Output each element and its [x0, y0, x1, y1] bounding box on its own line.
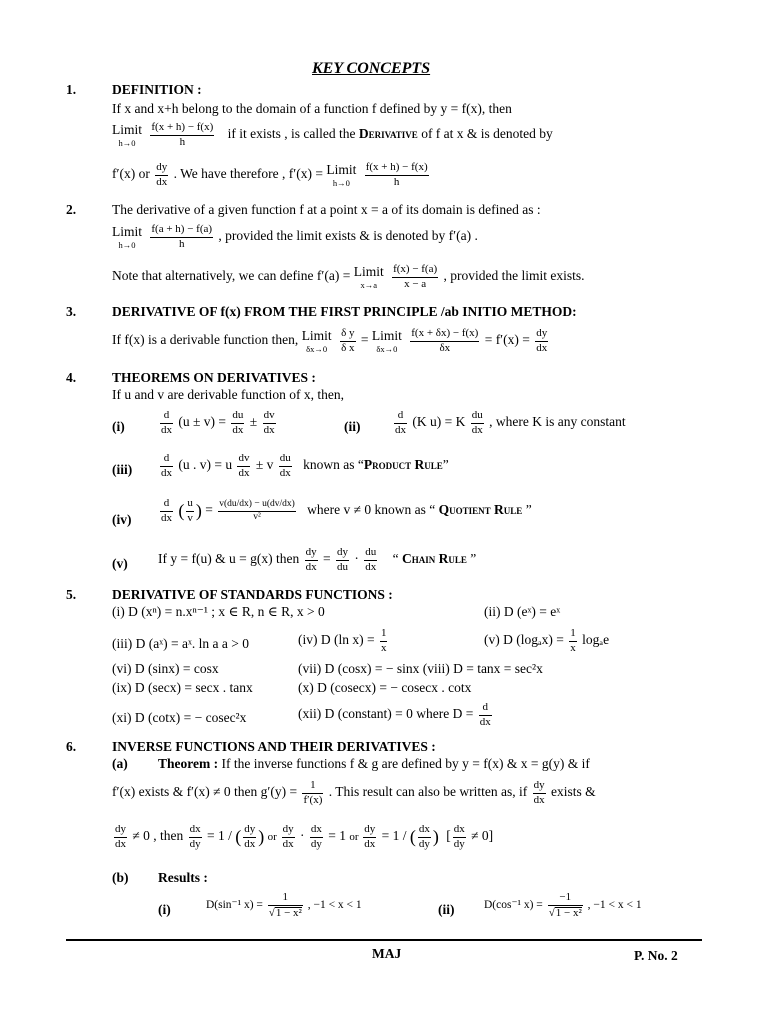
formula-line: If f(x) is a derivable function then, Limit δx→0 $\frac{\text{δ y}}{\text{δ x}}$ = Limit δx→0 $\frac{f(x + \delta x) - f(x)}{\delta x}$ = f′(x) = $\frac{dy}{dx}$	[112, 327, 548, 354]
formula-row: (ix) D (secx) = secx . tanx	[112, 680, 253, 695]
formula-row: (iii) D (aˣ) = aˣ. ln a a > 0	[112, 636, 249, 651]
item-label: (ii)	[438, 902, 455, 917]
formula-row: (xi) D (cotx) = − cosec²x	[112, 710, 247, 725]
item-label: (i)	[158, 902, 171, 917]
formula-row: (vii) D (cosx) = − sinx (viii) D = tanx = sec²x	[298, 661, 543, 676]
formula-line: $\frac{d}{dx}$ (u ± v) = $\frac{du}{dx}$ ± $\frac{dv}{dx}$	[161, 409, 275, 436]
item-label: (ii)	[344, 419, 361, 434]
footer-author: MAJ	[372, 946, 402, 961]
fraction: $\frac{f(x + h) - f(x)}{h}$	[151, 121, 214, 148]
section-number: 2.	[66, 202, 77, 217]
item-label: (i)	[112, 419, 125, 434]
section-heading: INVERSE FUNCTIONS AND THEIR DERIVATIVES :	[112, 739, 436, 754]
text-line: If u and v are derivable function of x, then,	[112, 387, 345, 402]
limit: Limit h→0	[112, 122, 142, 148]
formula-line: D(sin⁻¹ x) = $\frac{1}{\text{√1 − x²}}$ , −1 < x < 1	[206, 891, 362, 919]
text-line: Results :	[158, 870, 208, 885]
formula-line: $\frac{dy}{dx}$ ≠ 0 , then $\frac{dx}{dy}$ = 1 / ( $\frac{dy}{dx}$ ) or $\frac{dy}{dx}$ · $\frac{dx}{dy}$ = 1 or $\frac{dy}{dx}$ = 1 / ( $\frac{dx}{dy}$ ) [ $\frac{dx}{dy}$ ≠ 0]	[115, 823, 494, 850]
formula-line: Note that alternatively, we can define f′(a) = Limit x→a $\frac{f(x) - f(a)}{x - a}$ , provided the limit exists.	[112, 263, 585, 290]
text-line: If x and x+h belong to the domain of a function f defined by y = f(x), then	[112, 101, 512, 116]
formula-line: f′(x) or $\frac{dy}{dx}$ . We have therefore , f′(x) = Limit h→0 $\frac{f(x + h) - f(x)}{h}$	[112, 161, 428, 188]
formula-line: D(cos⁻¹ x) = $\frac{-1}{\text{√1 − x²}}$ , −1 < x < 1	[484, 891, 642, 919]
section-heading: DEFINITION :	[112, 82, 202, 97]
formula-line: $\frac{d}{dx}$ (u . v) = u $\frac{dv}{dx}$ ± v $\frac{du}{dx}$ known as “Product Rule”	[161, 452, 449, 479]
section-number: 1.	[66, 82, 77, 97]
text-line: Theorem : If the inverse functions f & g are defined by y = f(x) & x = g(y) & if	[158, 756, 590, 771]
section-number: 4.	[66, 370, 77, 385]
formula-row: (xii) D (constant) = 0 where D = $\frac{d}{dx}$	[298, 701, 491, 728]
page-number: P. No. 2	[634, 948, 678, 963]
section-number: 5.	[66, 587, 77, 602]
formula-line: f′(x) exists & f′(x) ≠ 0 then g′(y) = $\frac{1}{f'(x)}$ . This result can also be written as, if $\frac{dy}{dx}$ exists &	[112, 779, 596, 806]
item-label: (b)	[112, 870, 129, 885]
formula-line: $\frac{d}{dx}$ (K u) = K $\frac{du}{dx}$ , where K is any constant	[395, 409, 626, 436]
item-label: (iii)	[112, 462, 133, 477]
formula-row: (ii) D (eˣ) = eˣ	[484, 604, 561, 619]
item-label: (v)	[112, 556, 128, 571]
formula-row: (vi) D (sinx) = cosx	[112, 661, 219, 676]
section-number: 3.	[66, 304, 77, 319]
formula-row: (x) D (cosecx) = − cosecx . cotx	[298, 680, 472, 695]
formula-line: Limit h→0 $\frac{f(a + h) - f(a)}{h}$ , provided the limit exists & is denoted by f′(a) .	[112, 223, 478, 250]
section-heading: THEOREMS ON DERIVATIVES :	[112, 370, 316, 385]
section-heading: DERIVATIVE OF STANDARDS FUNCTIONS :	[112, 587, 393, 602]
formula-row: (v) D (logₐx) = $\frac{1}{x}$ logₐe	[484, 627, 610, 654]
item-label: (iv)	[112, 512, 132, 527]
section-heading: DERIVATIVE OF f(x) FROM THE FIRST PRINCIPLE /ab INITIO METHOD:	[112, 304, 577, 319]
formula-row: (iv) D (ln x) = $\frac{1}{x}$	[298, 627, 387, 654]
formula-line: If y = f(u) & u = g(x) then $\frac{dy}{dx}$ = $\frac{dy}{du}$ · $\frac{du}{dx}$ “ Chain Rule ”	[158, 546, 477, 573]
footer-rule	[66, 939, 702, 941]
section-number: 6.	[66, 739, 77, 754]
formula-line: $\frac{d}{dx}$ ( $\frac{u}{v}$ ) = $\frac{v(du/dx) - u(dv/dx)}{\text{v²}}$ where v ≠ 0 known as “ Quotient Rule ”	[161, 497, 532, 524]
text-line: The derivative of a given function f at a point x = a of its domain is defined as :	[112, 202, 541, 217]
page-title: KEY CONCEPTS	[312, 60, 431, 77]
formula-line: Limit h→0 $\frac{f(x + h) - f(x)}{h}$ if it exists , is called the Derivative of f at x & is denoted by	[112, 121, 553, 148]
item-label: (a)	[112, 756, 128, 771]
formula-row: (i) D (xⁿ) = n.xⁿ⁻¹ ; x ∈ R, n ∈ R, x > 0	[112, 604, 325, 619]
